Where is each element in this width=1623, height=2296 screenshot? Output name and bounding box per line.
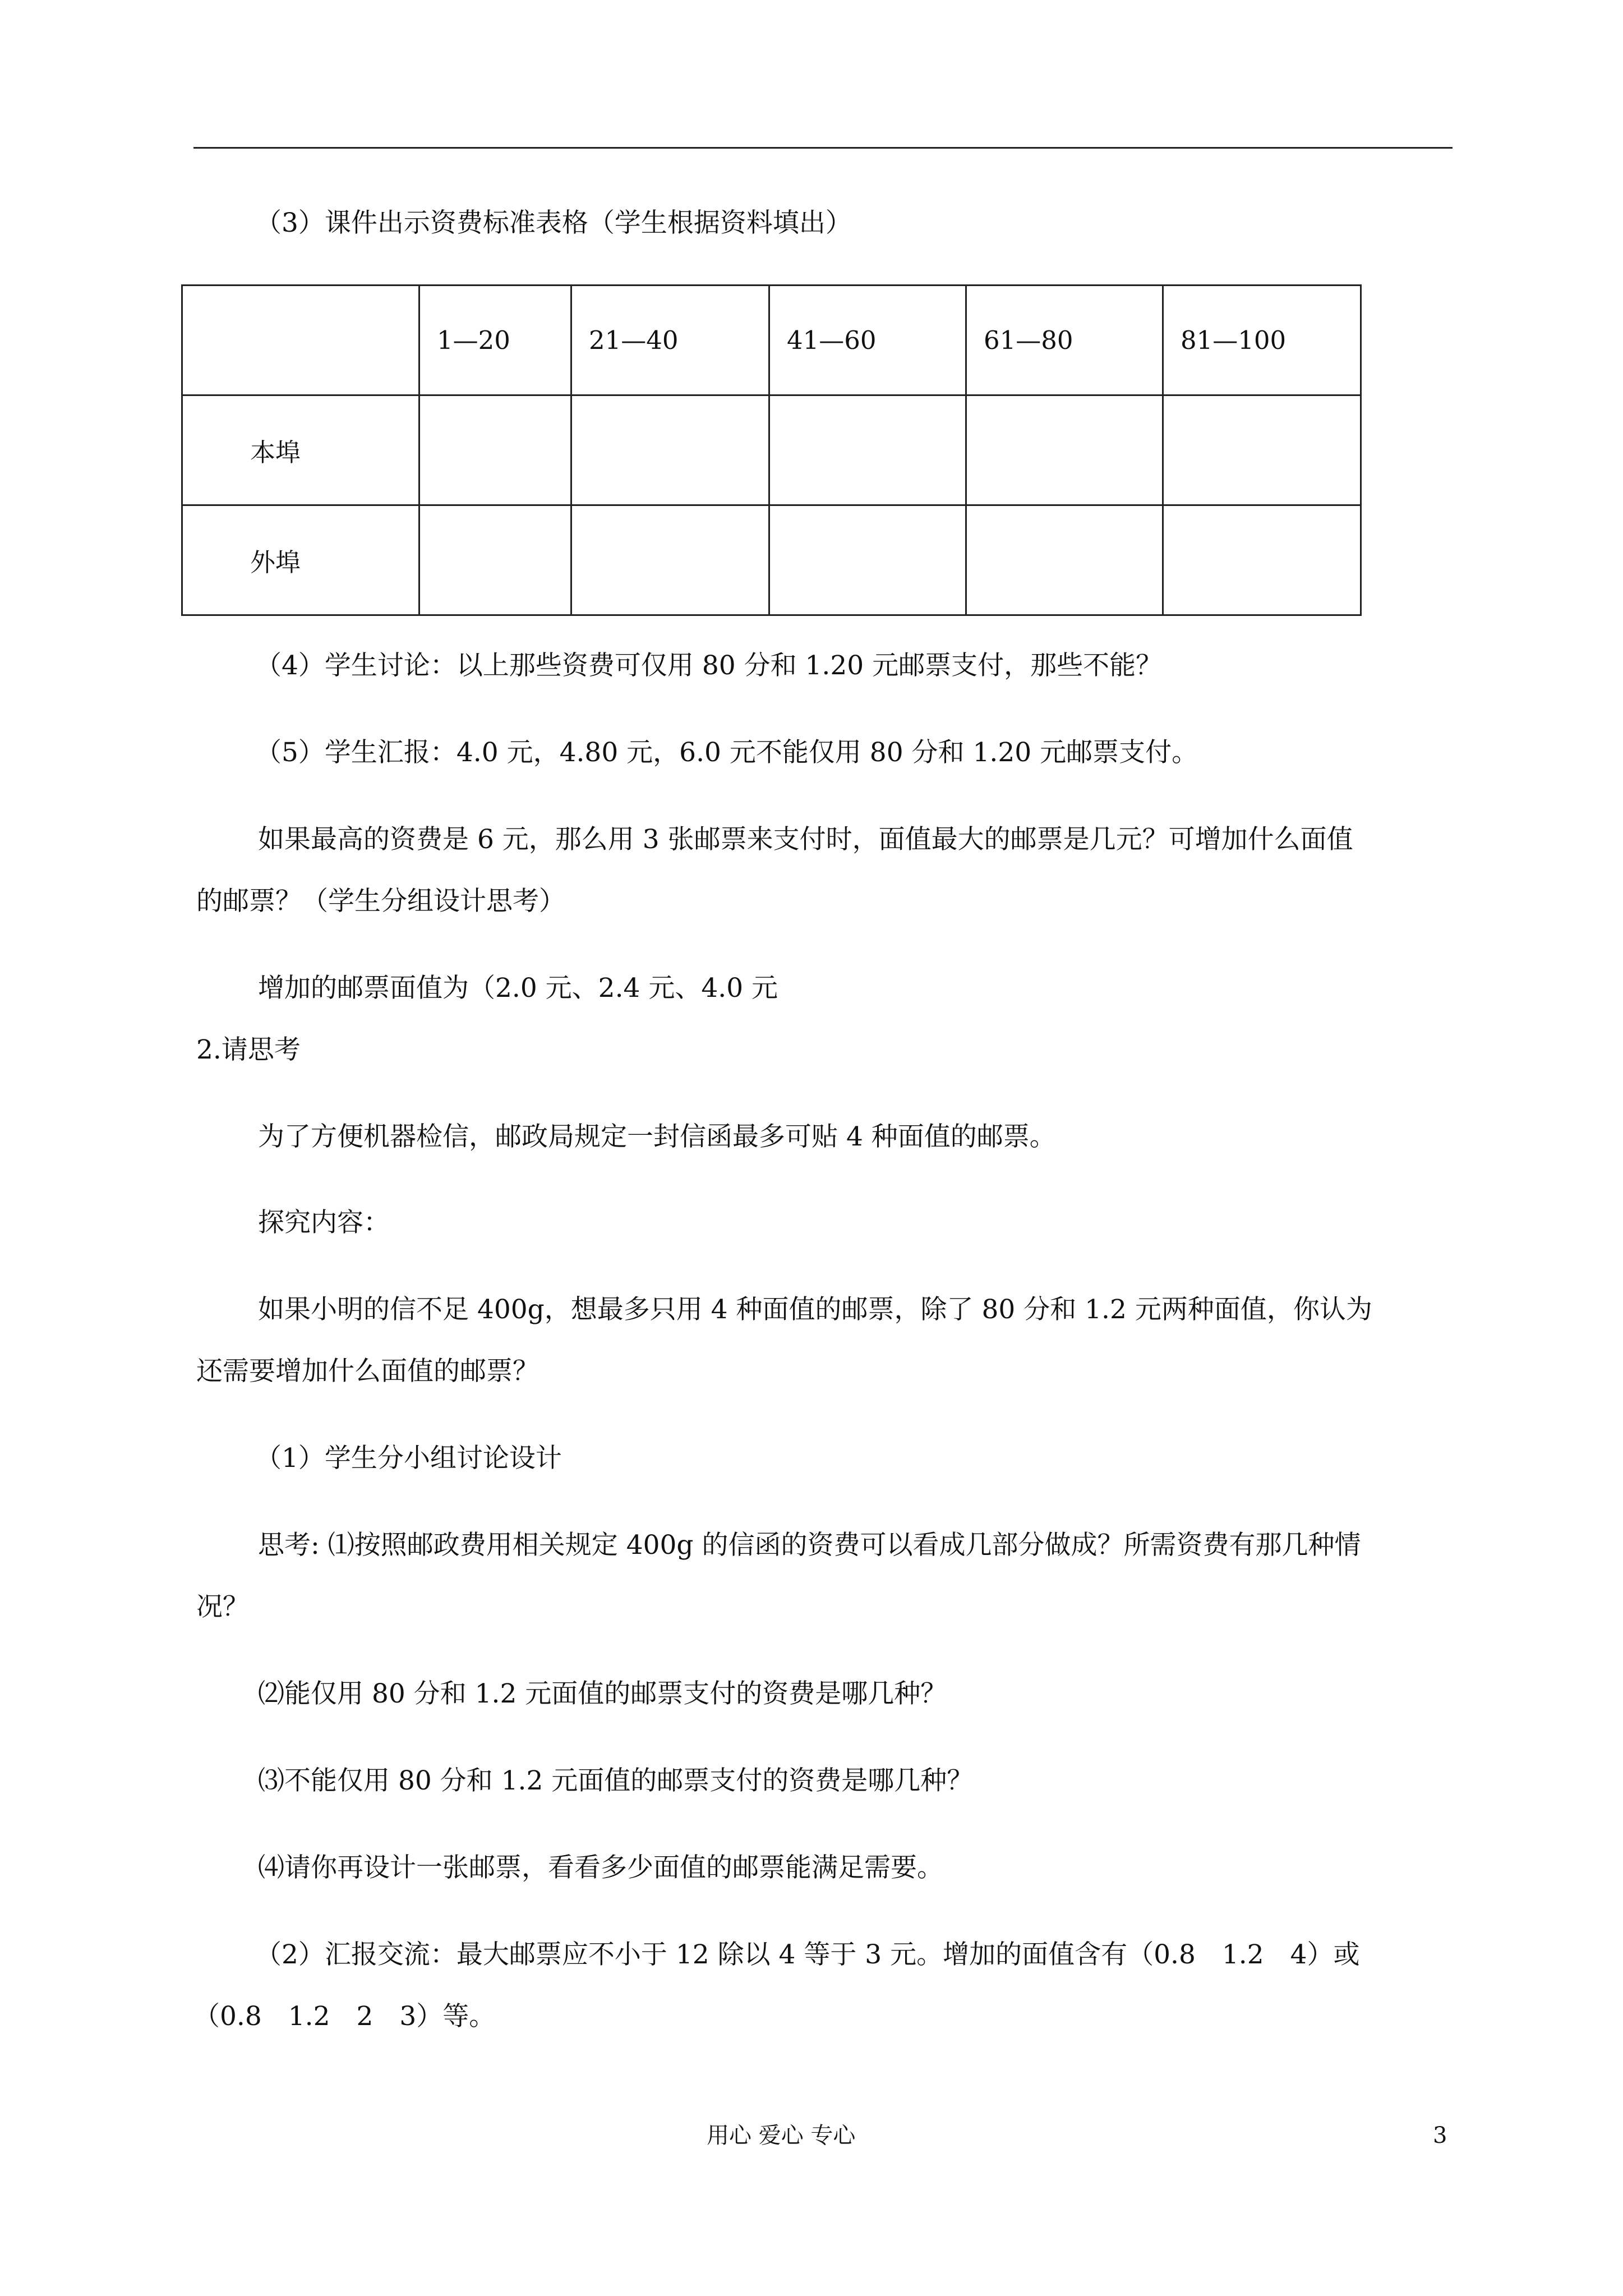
paragraph-7: 增加的邮票面值为（2.0 元、2.4 元、4.0 元 [258,973,778,1004]
paragraph-5: （5）学生汇报：4.0 元，4.80 元，6.0 元不能仅用 80 分和 1.20 元邮票支付。 [255,737,1198,768]
paragraph-12-line-2: 况？ [196,1591,249,1622]
paragraph-13: ⑵能仅用 80 分和 1.2 元面值的邮票支付的资费是哪几种？ [258,1678,947,1709]
paragraph-16-line-2: （0.8 1.2 2 3）等。 [193,2001,496,2032]
paragraph-10-line-1: 如果小明的信不足 400g，想最多只用 4 种面值的邮票，除了 80 分和 1.2 元两种面值，你认为 [258,1294,1372,1325]
paragraph-16-line-1: （2）汇报交流：最大邮票应不小于 12 除以 4 等于 3 元。增加的面值含有（0.8 1.2 4）或 [255,1939,1360,1970]
table-header-row [182,286,1361,395]
paragraph-10-line-2: 还需要增加什么面值的邮票？ [196,1356,539,1387]
table-cell [966,505,1163,615]
page-number: 3 [1433,2123,1447,2148]
table-cell [1163,395,1361,505]
table-cell [966,395,1163,505]
table-header-cell [182,286,419,395]
section-2-heading: 2.请思考 [196,1034,301,1065]
paragraph-14: ⑶不能仅用 80 分和 1.2 元面值的邮票支付的资费是哪几种？ [258,1765,974,1796]
paragraph-8: 为了方便机器检信，邮政局规定一封信函最多可贴 4 种面值的邮票。 [258,1121,1056,1152]
table-row [182,505,1361,615]
table-header-cell: 1—20 [419,286,571,395]
table-cell [769,505,966,615]
section-3-title: （3）课件出示资费标准表格（学生根据资料填出） [255,208,852,238]
table-cell [571,505,769,615]
table-header-cell: 81—100 [1163,286,1361,395]
table-cell [419,395,571,505]
paragraph-15: ⑷请你再设计一张邮票，看看多少面值的邮票能满足需要。 [258,1852,943,1883]
table-header-cell: 61—80 [966,286,1163,395]
table-cell [769,395,966,505]
paragraph-11: （1）学生分小组讨论设计 [255,1443,562,1474]
table-cell [419,505,571,615]
paragraph-6-line-1: 如果最高的资费是 6 元，那么用 3 张邮票来支付时，面值最大的邮票是几元？可增加什么面值 [258,824,1353,855]
header-rule [193,147,1453,149]
postage-rate-table [181,284,1362,616]
table-header-cell: 21—40 [571,286,769,395]
row-label-local: 本埠 [182,395,419,505]
table-header-cell: 41—60 [769,286,966,395]
table-cell [571,395,769,505]
table-row [182,395,1361,505]
footer-motto: 用心 爱心 专心 [707,2123,856,2148]
paragraph-9: 探究内容： [258,1207,390,1238]
table-cell [1163,505,1361,615]
paragraph-6-line-2: 的邮票？（学生分组设计思考） [196,886,565,917]
paragraph-4: （4）学生讨论：以上那些资费可仅用 80 分和 1.20 元邮票支付，那些不能？ [255,650,1163,681]
paragraph-12-line-1: 思考: ⑴按照邮政费用相关规定 400g 的信函的资费可以看成几部分做成？所需资费有那几种情 [258,1530,1361,1561]
row-label-nonlocal: 外埠 [182,505,419,615]
